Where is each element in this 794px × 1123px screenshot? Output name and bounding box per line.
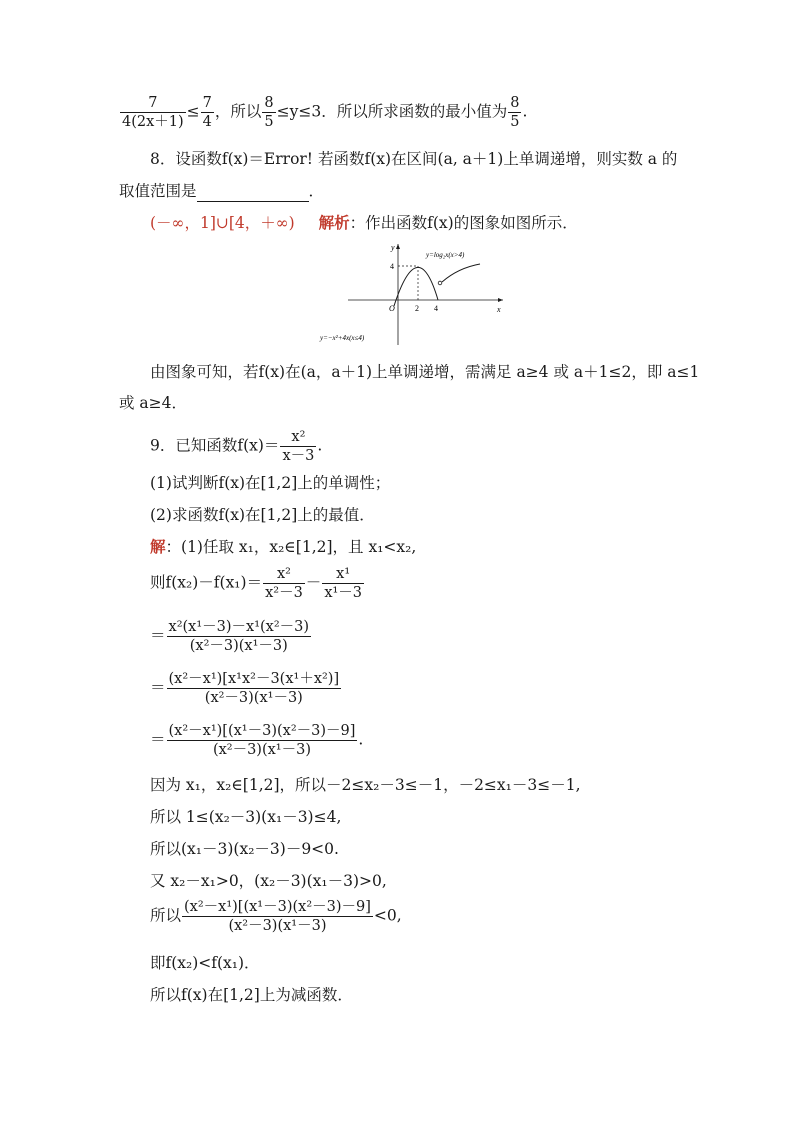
q9-step1: 则f(x₂)－f(x₁)＝ $\frac{\text{x²}}{\text{x²－3}}$ － $\frac{\text{x¹}}{\text{x¹－3}}$ <box>150 566 363 601</box>
q8-stem: 8．设函数f(x)＝Error! 若函数f(x)在区间(a, a＋1)上单调递增，则实数 a 的 <box>150 150 678 168</box>
q9-line-compare: 即f(x₂)<f(x₁)． <box>150 954 260 972</box>
fraction: $\frac{\text{x²}}{x-3}$ <box>282 429 315 464</box>
y-axis-arrow <box>396 244 400 249</box>
q9-solution-start: 解：(1)任取 x₁，x₂∈[1,2]，且 x₁<x₂, <box>150 537 417 556</box>
x-axis-arrow <box>498 298 503 302</box>
fraction: $\frac{\text{(x²－x¹)[(x¹－3)(x²－3)－9]}}{\text{(x²－3)(x¹－3)}}$ <box>168 723 356 758</box>
fraction: $\frac{\text{(x²－x¹)[x¹x²－3(x¹＋x²)]}}{\text{(x²－3)(x¹－3)}}$ <box>168 671 340 706</box>
tick-label-2: 2 <box>415 304 419 313</box>
q8-conclusion: 由图象可知，若f(x)在(a，a＋1)上单调递增，需满足 a≥4 或 a＋1≤2，即 a≤1 <box>150 363 700 381</box>
q9-stem: 9．已知函数f(x)＝ $\frac{\text{x²}}{x-3}$ . <box>150 429 323 464</box>
q8-stem-line2: 取值范围是 ． <box>119 182 325 200</box>
fraction: $\frac{8}{5}$ <box>510 95 520 130</box>
fraction: $\frac{7}{4(2x+1)}$ <box>122 95 184 130</box>
q9-step3: ＝ $\frac{\text{(x²－x¹)[x¹x²－3(x¹＋x²)]}}{\text{(x²－3)(x¹－3)}}$ <box>150 671 340 706</box>
x-axis-label: x <box>497 305 501 314</box>
q9-part2: (2)求函数f(x)在[1,2]上的最值． <box>150 506 375 524</box>
open-point <box>438 281 442 285</box>
q8-conclusion-line2: 或 a≥4． <box>119 394 188 412</box>
q9-step2: ＝ $\frac{\text{x²(x¹－3)－x¹(x²－3)}}{\text{(x²－3)(x¹－3)}}$ <box>150 619 310 654</box>
q9-line-because: 因为 x₁，x₂∈[1,2]，所以－2≤x₂－3≤－1，－2≤x₁－3≤－1, <box>150 776 581 794</box>
q9-step4: ＝ $\frac{\text{(x²－x¹)[(x¹－3)(x²－3)－9]}}{\text{(x²－3)(x¹－3)}}$ . <box>150 723 364 758</box>
q8-answer-line: (－∞，1]∪[4，＋∞) 解析：作出函数f(x)的图象如图所示． <box>150 213 578 232</box>
q9-part1: (1)试判断f(x)在[1,2]上的单调性； <box>150 474 391 492</box>
fraction: $\frac{\text{(x²－x¹)[(x¹－3)(x²－3)－9]}}{\text{(x²－3)(x¹－3)}}$ <box>184 899 371 934</box>
q9-line-positive: 又 x₂－x₁>0，(x₂－3)(x₁－3)>0, <box>150 872 387 890</box>
fraction: $\frac{8}{5}$ <box>264 95 274 130</box>
solution-label: 解 <box>150 537 166 556</box>
q9-line-conclusion: 所以f(x)在[1,2]上为减函数． <box>150 986 353 1004</box>
tick-label-4y: 4 <box>390 262 394 271</box>
quadratic-function-label: y=−x²+4x(x≤4) <box>320 334 365 342</box>
min-value-line: $\frac{7}{4(2x+1)}$ ≤ $\frac{7}{4}$ ，所以 $\frac{8}{5}$ ≤y≤3．所以所求函数的最小值为 $\frac{8}{5}$ . <box>122 95 528 130</box>
log-curve <box>442 264 480 282</box>
fraction: $\frac{\text{x²(x¹－3)－x¹(x²－3)}}{\text{(x²－3)(x¹－3)}}$ <box>168 619 310 654</box>
fraction: $\frac{\text{x²}}{\text{x²－3}}$ <box>265 566 303 601</box>
q9-line-fraction: 所以 $\frac{\text{(x²－x¹)[(x¹－3)(x²－3)－9]}}{\text{(x²－3)(x¹－3)}}$ <0, <box>150 899 402 934</box>
fraction: $\frac{7}{4}$ <box>202 95 212 130</box>
origin-label: O <box>389 304 395 313</box>
log-function-label: y=log₂x(x>4) <box>426 251 465 259</box>
tick-label-4x: 4 <box>434 304 438 313</box>
y-axis-label: y <box>391 243 395 252</box>
fraction: $\frac{\text{x¹}}{\text{x¹－3}}$ <box>324 566 363 601</box>
q9-line-negative: 所以(x₁－3)(x₂－3)－9<0. <box>150 840 339 858</box>
function-graph <box>318 240 508 350</box>
q8-answer: (－∞，1]∪[4，＋∞) <box>150 214 295 232</box>
q9-line-range: 所以 1≤(x₂－3)(x₁－3)≤4, <box>150 808 342 826</box>
analysis-label: 解析 <box>318 213 350 232</box>
answer-blank <box>197 185 309 202</box>
